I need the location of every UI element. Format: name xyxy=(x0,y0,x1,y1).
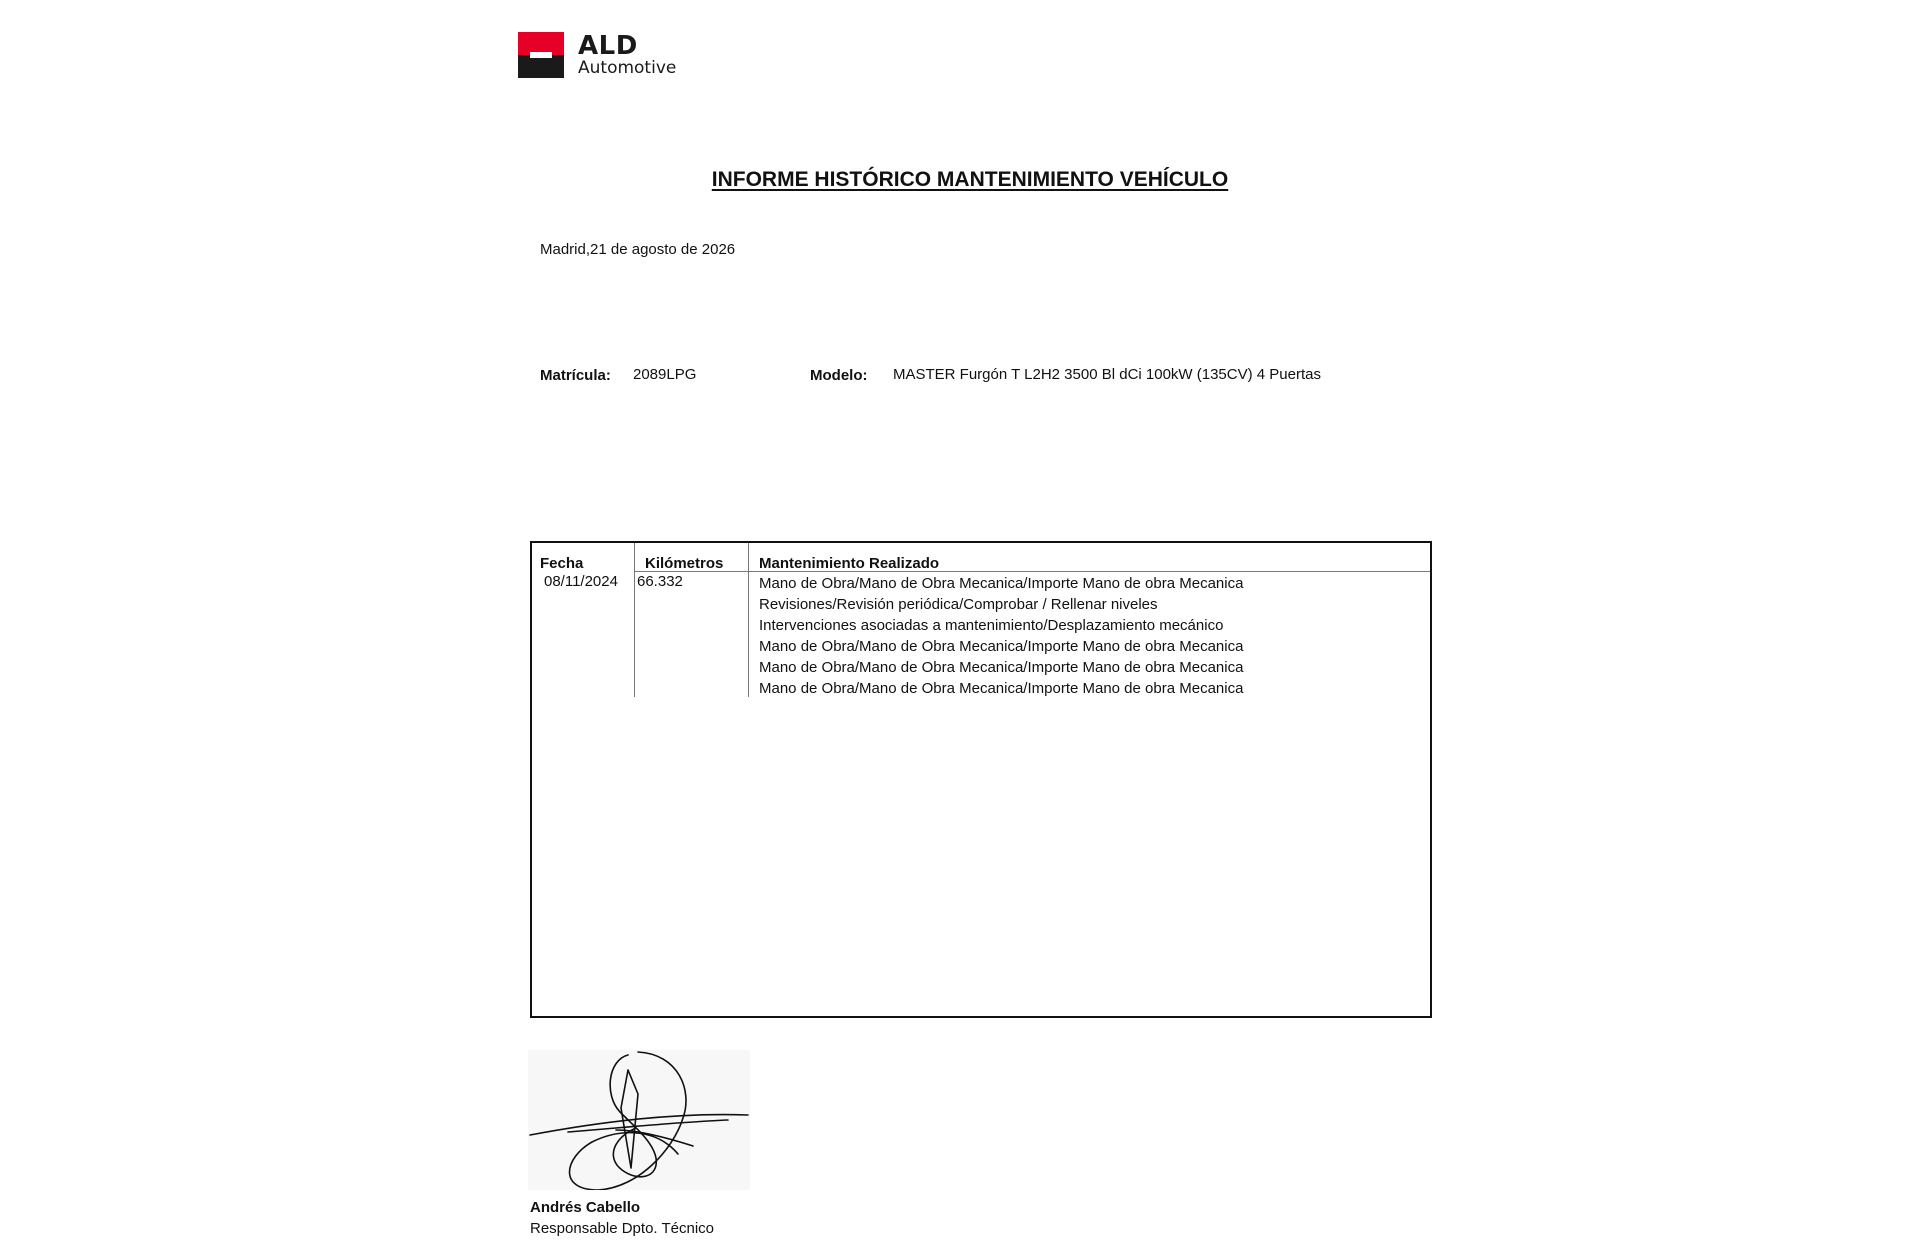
work-item: Revisiones/Revisión periódica/Comprobar / Rellenar niveles xyxy=(759,596,1158,613)
work-item: Mano de Obra/Mano de Obra Mecanica/Importe Mano de obra Mecanica xyxy=(759,575,1244,592)
ald-automotive-logo xyxy=(518,30,693,80)
row-km: 66.332 xyxy=(637,573,683,590)
header-km: Kilómetros xyxy=(645,555,724,572)
signatory-name: Andrés Cabello xyxy=(530,1199,641,1216)
column-divider-km xyxy=(748,543,749,697)
header-date: Fecha xyxy=(540,555,584,572)
signature-drawing xyxy=(528,1050,750,1190)
plate-value: 2089LPG xyxy=(633,366,697,383)
logo-sub: Automotive xyxy=(578,58,677,78)
plate-label: Matrícula: xyxy=(540,367,611,384)
model-label: Modelo: xyxy=(810,367,868,384)
report-title: INFORME HISTÓRICO MANTENIMIENTO VEHÍCULO xyxy=(711,168,1229,191)
column-divider-date xyxy=(634,543,635,697)
row-work-list xyxy=(759,573,1243,699)
work-item: Mano de Obra/Mano de Obra Mecanica/Importe Mano de obra Mecanica xyxy=(759,680,1244,697)
work-item: Intervenciones asociadas a mantenimiento/Desplazamiento mecánico xyxy=(759,617,1224,634)
header-divider xyxy=(634,571,1430,572)
date-line: Madrid,21 de agosto de 2026 xyxy=(540,241,736,258)
logo-wordmark xyxy=(578,33,676,77)
work-item: Mano de Obra/Mano de Obra Mecanica/Importe Mano de obra Mecanica xyxy=(759,659,1244,676)
row-date: 08/11/2024 xyxy=(544,573,618,590)
logo-brand: ALD xyxy=(578,31,638,61)
signatory-role: Responsable Dpto. Técnico xyxy=(530,1220,714,1237)
work-item: Mano de Obra/Mano de Obra Mecanica/Importe Mano de obra Mecanica xyxy=(759,638,1244,655)
maintenance-table xyxy=(530,541,1432,1018)
header-work: Mantenimiento Realizado xyxy=(759,555,940,572)
logo-mark-icon xyxy=(518,32,564,78)
handwritten-signature xyxy=(528,1050,750,1190)
model-value: MASTER Furgón T L2H2 3500 Bl dCi 100kW (135CV) 4 Puertas xyxy=(893,366,1321,383)
